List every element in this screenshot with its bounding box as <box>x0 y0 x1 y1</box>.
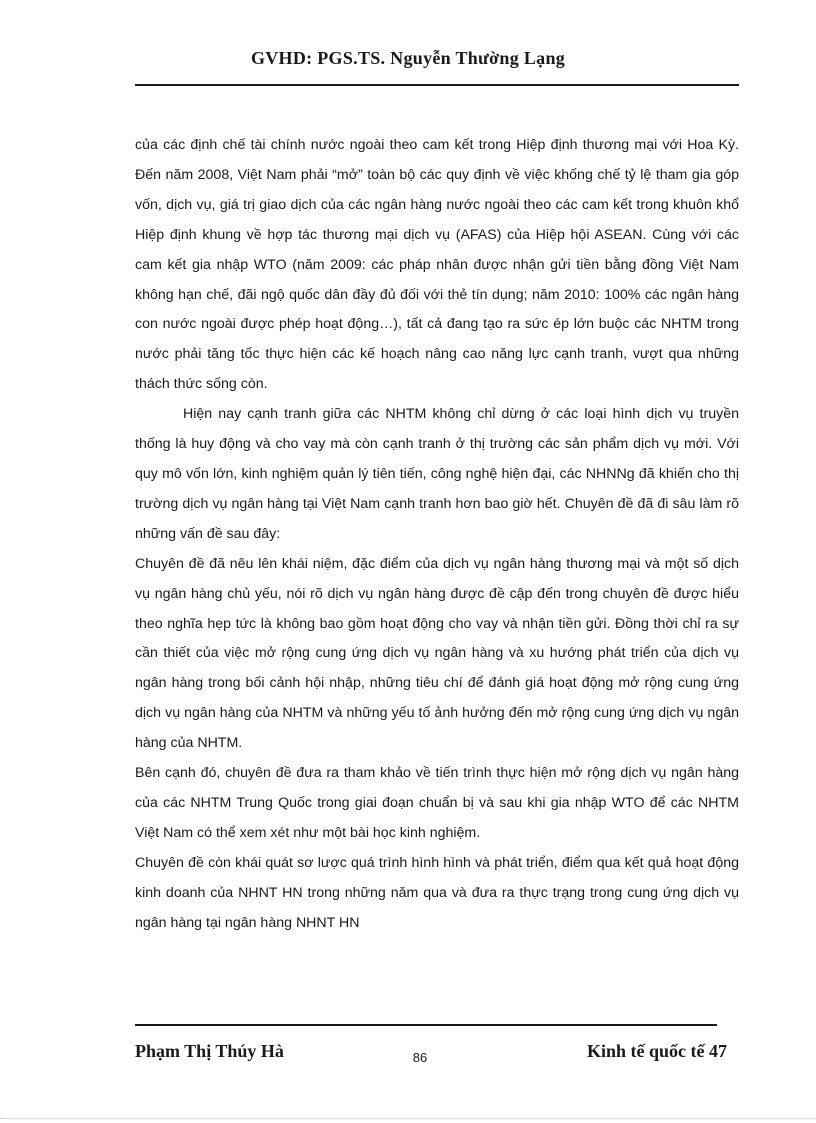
paragraph-competition: Hiện nay cạnh tranh giữa các NHTM không chỉ dừng ở các loại hình dịch vụ truyền thống là huy động và cho vay mà còn cạnh tranh ở thị trường các sản phẩm dịch vụ mới. Với quy mô vốn lớn, kinh nghiệm quản lý tiên tiến, công nghệ hiện đại, các NHNNg đã khiến cho thị trường dịch vụ ngân hàng tại Việt Nam cạnh tranh hơn bao giờ hết. Chuyên đề đã đi sâu làm rõ những vấn đề sau đây: <box>135 406 739 542</box>
paragraph-continuation: của các định chế tài chính nước ngoài theo cam kết trong Hiệp định thương mại với Hoa Kỳ. Đến năm 2008, Việt Nam phải “mở” toàn bộ các quy định về việc khống chế tỷ lệ tham gia góp vốn, dịch vụ, giá trị giao dịch của các ngân hàng nước ngoài theo các cam kết trong khuôn khổ Hiệp định khung về hợp tác thương mại dịch vụ (AFAS) của Hiệp hội ASEAN. Cùng với các cam kết gia nhập WTO (năm 2009: các pháp nhân được nhận gửi tiền bằng đồng Việt Nam không hạn chế, đãi ngộ quốc dân đầy đủ đối với thẻ tín dụng; năm 2010: 100% các ngân hàng con nước ngoài được phép hoạt động…), tất cả đang tạo ra sức ép lớn buộc các NHTM trong nước phải tăng tốc thực hiện các kế hoạch nâng cao năng lực cạnh tranh, vượt qua những thách thức sống còn. <box>135 137 739 393</box>
paragraph-concepts: Chuyên đề đã nêu lên khái niệm, đặc điểm của dịch vụ ngân hàng thương mại và một số dịch vụ ngân hàng chủ yếu, nói rõ dịch vụ ngân hàng được đề cập đến trong chuyên đề được hiểu theo nghĩa hẹp tức là không bao gồm hoạt động cho vay và nhận tiền gửi. Đồng thời chỉ ra sự cần thiết của việc mở rộng cung ứng dịch vụ ngân hàng và xu hướng phát triển của dịch vụ ngân hàng trong bối cảnh hội nhập, những tiêu chí để đánh giá hoạt động mở rộng cung ứng dịch vụ ngân hàng của NHTM và những yếu tố ảnh hưởng đến mở rộng cung ứng dịch vụ ngân hàng của NHTM. <box>135 555 739 752</box>
page-number: 86 <box>412 1050 428 1065</box>
header-supervisor: GVHD: PGS.TS. Nguyễn Thường Lạng <box>250 48 566 68</box>
footer-author: Phạm Thị Thúy Hà <box>135 1041 284 1061</box>
page-edge-divider <box>0 1118 816 1119</box>
footer-class-name: Kinh tế quốc tế 47 <box>586 1041 727 1061</box>
document-body <box>135 131 739 938</box>
footer-divider <box>135 1024 717 1026</box>
header-divider <box>135 84 739 86</box>
paragraph-china-reference: Bên cạnh đó, chuyên đề đưa ra tham khảo về tiến trình thực hiện mở rộng dịch vụ ngân hàng của các NHTM Trung Quốc trong giai đoạn chuẩn bị và sau khi gia nhập WTO để các NHTM Việt Nam có thể xem xét như một bài học kinh nghiệm. <box>135 765 739 841</box>
paragraph-overview: Chuyên đề còn khái quát sơ lược quá trình hình hình và phát triển, điểm qua kết quả hoạt động kinh doanh của NHNT HN trong những năm qua và đưa ra thực trạng trong cung ứng dịch vụ ngân hàng tại ngân hàng NHNT HN <box>135 854 739 931</box>
